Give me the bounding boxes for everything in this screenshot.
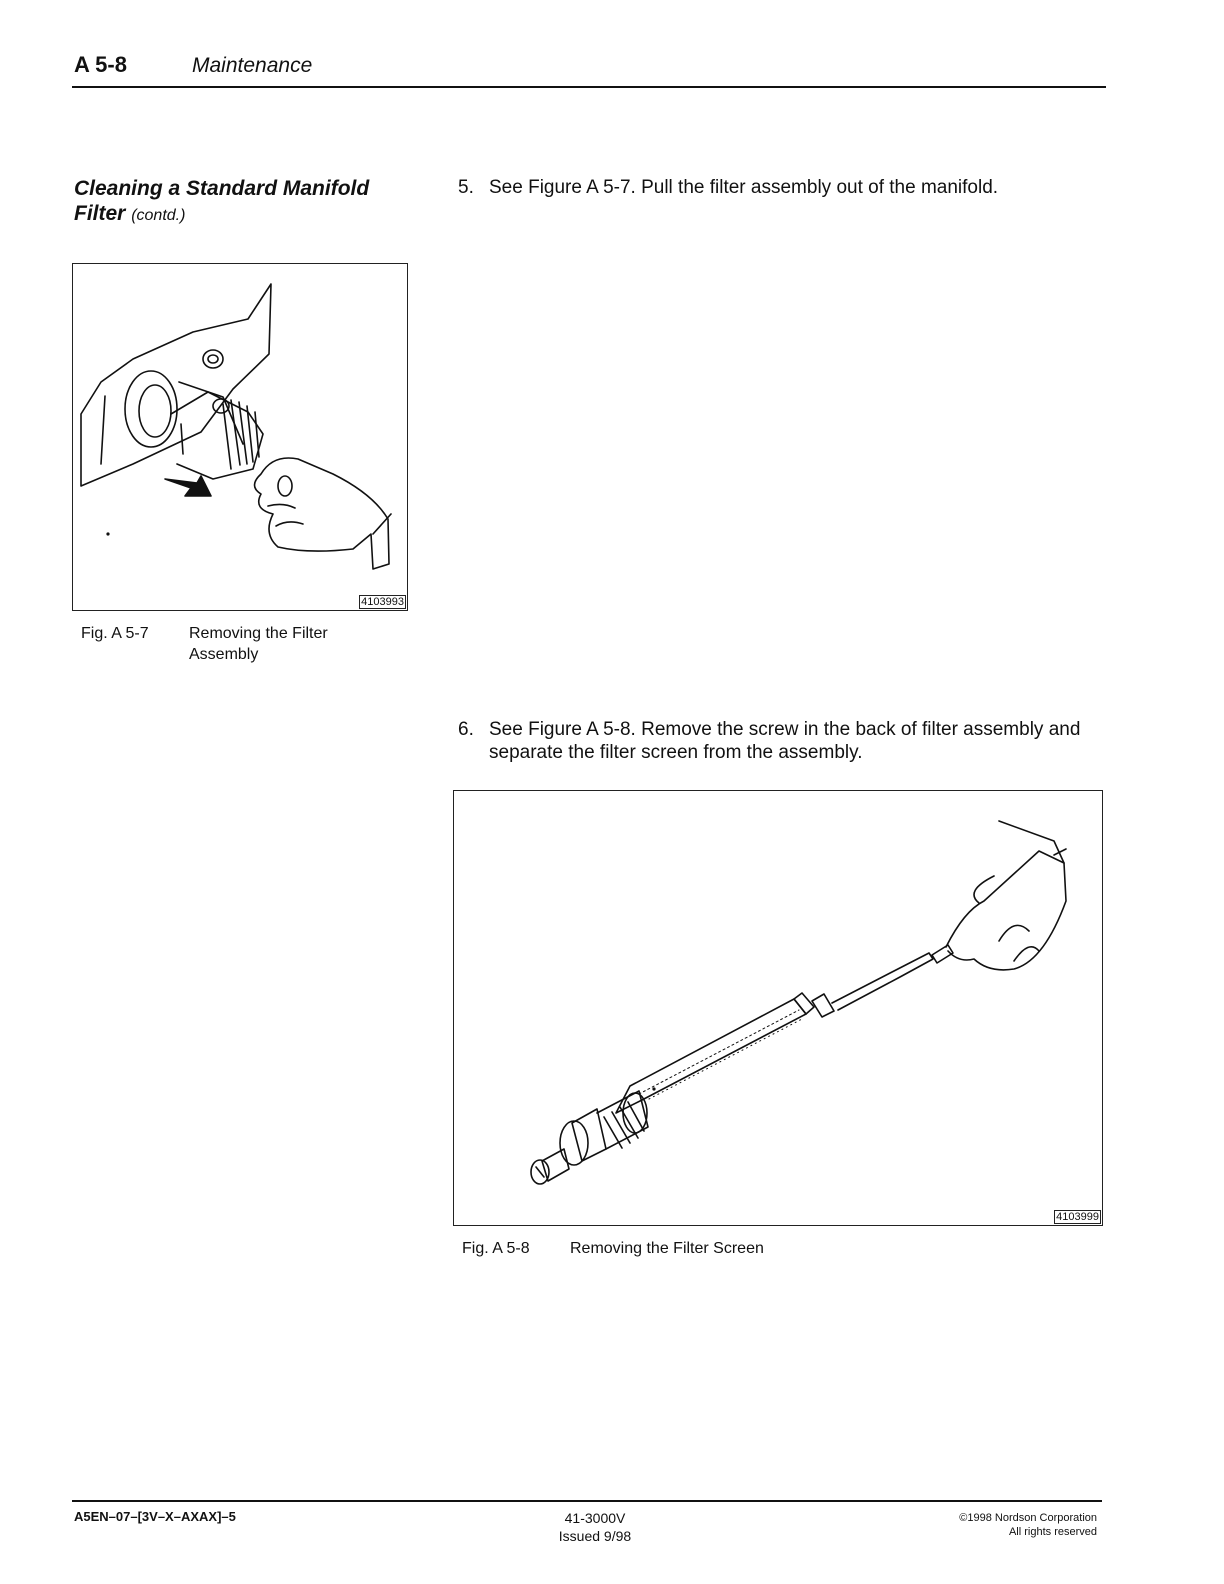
issue-date: Issued 9/98	[558, 1528, 632, 1544]
footer-copyright	[890, 1511, 1097, 1539]
side-heading-contd: (contd.)	[131, 207, 186, 224]
filter-assembly-illustration	[73, 264, 407, 610]
filter-screen-illustration	[454, 791, 1102, 1225]
header-rule	[72, 86, 1106, 88]
chapter-title: Maintenance	[192, 54, 313, 77]
step-text: See Figure A 5-7. Pull the filter assembly out of the manifold.	[489, 177, 999, 198]
figure-caption	[462, 1238, 962, 1262]
figure-filter-screen-removal	[453, 790, 1103, 1226]
figure-id: 4103993	[361, 596, 404, 608]
rights-text: All rights reserved	[1008, 1526, 1097, 1538]
part-number: 41-3000V	[564, 1510, 626, 1526]
step-6	[458, 718, 1138, 768]
step-number: 5.	[458, 177, 474, 198]
step-number: 6.	[458, 719, 474, 740]
footer-center	[520, 1509, 670, 1545]
section-number: A 5-8	[74, 52, 127, 77]
step-5	[458, 176, 1138, 206]
figure-title: Removing the Filter Assembly	[189, 625, 328, 663]
document-code: A5EN–07–[3V–X–AXAX]–5	[74, 1509, 236, 1524]
step-text: See Figure A 5-8. Remove the screw in the back of filter assembly and separate the filter screen from the assembly.	[489, 719, 1081, 763]
footer-rule	[72, 1500, 1102, 1502]
figure-title: Removing the Filter Screen	[570, 1240, 764, 1257]
side-heading-title: Cleaning a Standard Manifold Filter	[74, 177, 370, 225]
figure-label: Fig. A 5-8	[462, 1240, 530, 1257]
figure-caption	[81, 623, 401, 669]
copyright-text: ©1998 Nordson Corporation	[959, 1512, 1097, 1524]
figure-label: Fig. A 5-7	[81, 625, 149, 642]
figure-filter-assembly-removal	[72, 263, 408, 611]
side-heading	[74, 176, 414, 228]
figure-id: 4103999	[1056, 1211, 1099, 1223]
